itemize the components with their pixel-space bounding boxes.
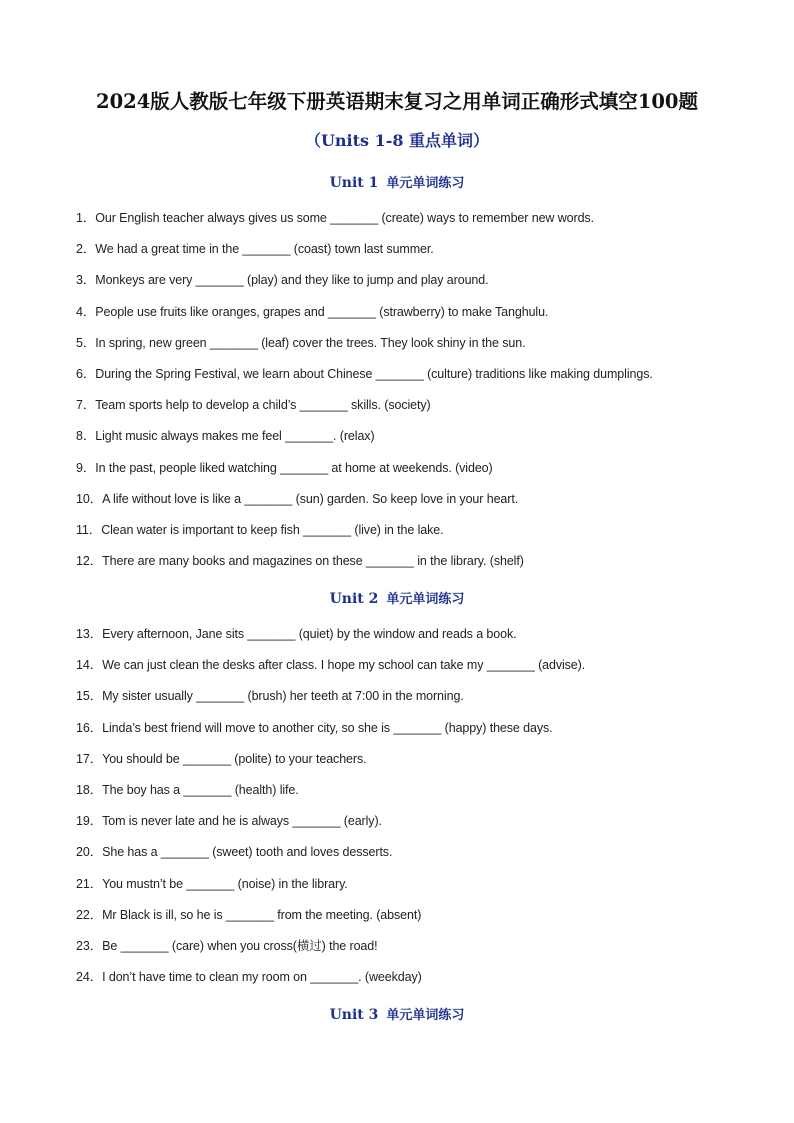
- question-text: In the past, people liked watching _______ at home at weekends. (video): [95, 461, 493, 475]
- question-number: 1．: [76, 211, 96, 225]
- question-item: [76, 270, 489, 288]
- question-number: 16．: [76, 721, 103, 735]
- question-text: She has a _______ (sweet) tooth and loves desserts.: [102, 845, 393, 859]
- question-item: [76, 780, 299, 798]
- question-number: 11．: [76, 523, 102, 537]
- question-number: 23．: [76, 939, 103, 953]
- question-number: 4．: [76, 305, 96, 319]
- question-item: [76, 208, 594, 226]
- question-item: [76, 458, 493, 476]
- question-item: [76, 520, 444, 538]
- question-text: Team sports help to develop a child’s _______ skills. (society): [95, 398, 431, 412]
- document-subtitle: （Units 1-8 重点单词）: [304, 131, 490, 150]
- question-item: [76, 426, 375, 444]
- question-text: Light music always makes me feel _______. (relax): [95, 429, 375, 443]
- question-text: There are many books and magazines on these _______ in the library. (shelf): [102, 554, 524, 568]
- question-number: 18．: [76, 783, 103, 797]
- question-text: Be _______ (care) when you cross(横过) the road!: [102, 939, 378, 953]
- question-item: [76, 333, 526, 351]
- unit-heading-3: [0, 1004, 794, 1023]
- question-item: [76, 551, 524, 569]
- question-number: 10．: [76, 492, 103, 506]
- question-item: [76, 302, 548, 320]
- unit-name: Unit 3: [329, 1007, 379, 1023]
- question-item: [76, 686, 464, 704]
- question-text: During the Spring Festival, we learn about Chinese _______ (culture) traditions like making dumplings.: [95, 367, 653, 381]
- question-item: [76, 395, 431, 413]
- question-text: The boy has a _______ (health) life.: [102, 783, 299, 797]
- question-item: [76, 239, 434, 257]
- question-number: 19．: [76, 814, 103, 828]
- question-text: Mr Black is ill, so he is _______ from the meeting. (absent): [102, 908, 422, 922]
- question-number: 12．: [76, 554, 103, 568]
- question-text: Clean water is important to keep fish _______ (live) in the lake.: [101, 523, 444, 537]
- unit-heading-1: [0, 172, 794, 191]
- question-number: 13．: [76, 627, 103, 641]
- question-item: [76, 655, 585, 673]
- question-text: You should be _______ (polite) to your teachers.: [102, 752, 367, 766]
- question-number: 14．: [76, 658, 103, 672]
- question-item: [76, 967, 422, 985]
- question-number: 5．: [76, 336, 96, 350]
- question-item: [76, 905, 421, 923]
- question-number: 22．: [76, 908, 103, 922]
- question-number: 21．: [76, 877, 103, 891]
- question-number: 24．: [76, 970, 103, 984]
- question-item: [76, 364, 653, 382]
- question-number: 6．: [76, 367, 96, 381]
- unit-label: 单元单词练习: [386, 592, 465, 607]
- question-text: You mustn’t be _______ (noise) in the library.: [102, 877, 348, 891]
- unit-heading-2: [0, 588, 794, 607]
- unit-name: Unit 1: [329, 175, 379, 191]
- question-item: [76, 718, 553, 736]
- question-number: 17．: [76, 752, 103, 766]
- question-item: [76, 874, 348, 892]
- question-item: [76, 811, 382, 829]
- unit-label: 单元单词练习: [386, 176, 465, 191]
- question-item: [76, 489, 518, 507]
- question-number: 20．: [76, 845, 103, 859]
- question-text: Every afternoon, Jane sits _______ (quiet) by the window and reads a book.: [102, 627, 517, 641]
- question-text: We can just clean the desks after class. I hope my school can take my _______ (advise).: [102, 658, 586, 672]
- question-item: [76, 936, 378, 954]
- question-text: Monkeys are very _______ (play) and they like to jump and play around.: [95, 273, 489, 287]
- question-text: A life without love is like a _______ (sun) garden. So keep love in your heart.: [102, 492, 519, 506]
- unit-name: Unit 2: [329, 591, 379, 607]
- question-text: Linda’s best friend will move to another city, so she is _______ (happy) these days.: [102, 721, 553, 735]
- question-number: 2．: [76, 242, 96, 256]
- document-title: 2024版人教版七年级下册英语期末复习之用单词正确形式填空100题: [96, 90, 698, 113]
- question-text: Our English teacher always gives us some _______ (create) ways to remember new words.: [95, 211, 594, 225]
- question-item: [76, 842, 392, 860]
- question-text: In spring, new green _______ (leaf) cover the trees. They look shiny in the sun.: [95, 336, 526, 350]
- question-text: I don’t have time to clean my room on _______. (weekday): [102, 970, 422, 984]
- question-text: We had a great time in the _______ (coast) town last summer.: [95, 242, 434, 256]
- question-item: [76, 624, 517, 642]
- unit-label: 单元单词练习: [386, 1008, 465, 1023]
- question-number: 15．: [76, 689, 103, 703]
- question-item: [76, 749, 366, 767]
- question-text: Tom is never late and he is always _______ (early).: [102, 814, 382, 828]
- question-text: My sister usually _______ (brush) her teeth at 7:00 in the morning.: [102, 689, 464, 703]
- question-number: 9．: [76, 461, 96, 475]
- question-number: 8．: [76, 429, 96, 443]
- question-text: People use fruits like oranges, grapes and _______ (strawberry) to make Tanghulu.: [95, 305, 549, 319]
- question-number: 7．: [76, 398, 96, 412]
- question-number: 3．: [76, 273, 96, 287]
